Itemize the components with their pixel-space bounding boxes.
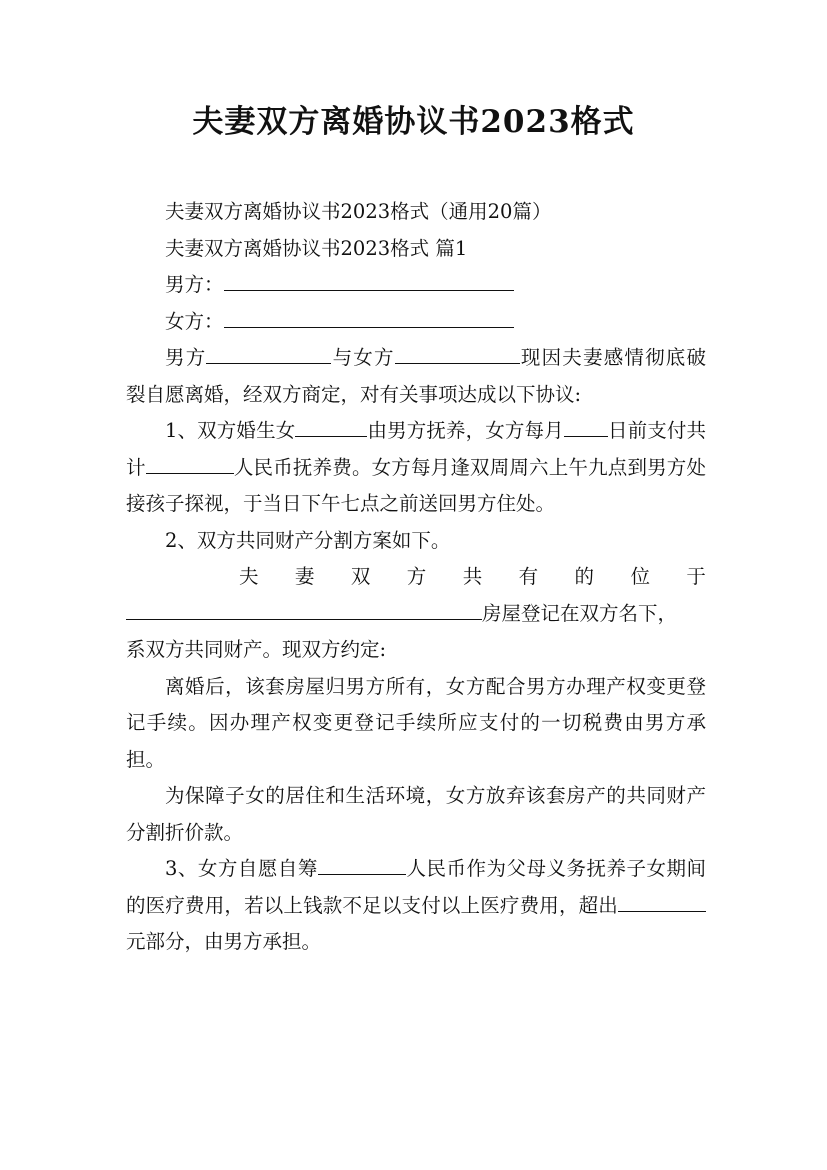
house-address-blank (126, 598, 482, 619)
female-name-blank (224, 306, 514, 327)
item1-text-c: 日前支付共计 (126, 419, 706, 479)
item1-text-b: 由男方抚养，女方每月 (367, 419, 564, 442)
house-address-line (126, 596, 706, 633)
medical-fund-blank (318, 854, 406, 875)
item1-paragraph (126, 413, 706, 523)
intro-female-blank (395, 343, 520, 364)
female-party-line (126, 304, 706, 341)
intro-female: 与女方 (331, 346, 395, 369)
item1-text-a: 1、双方婚生女 (165, 419, 296, 442)
spread-char: 方 (406, 565, 427, 588)
intro-reason: 现因夫妻感情彻底破裂自愿离婚，经双方商定，对有关事项达成以下协议: (126, 346, 706, 406)
male-label: 男方： (165, 273, 224, 296)
document-body (126, 194, 706, 961)
male-party-line (126, 267, 706, 304)
house-after-text: 房屋登记在双方名下， (482, 601, 678, 625)
item1-text-d: 人民币抚养费。女方每月逢双周周六上午九点到男方处接孩子探视，于当日下午七点之前送回男方住处。 (126, 455, 706, 515)
house-ownership-line: 系双方共同财产。现双方约定: (126, 638, 387, 661)
item3-text-b: 人民币作为父母义务抚养子女期间的医疗费用，若以上钱款不足以支付以上医疗费用，超出 (126, 857, 706, 917)
intro-paragraph (126, 340, 706, 413)
support-amount-blank (146, 452, 234, 473)
house-location-spread (126, 559, 706, 596)
male-name-blank (224, 270, 514, 291)
spread-char: 有 (518, 565, 539, 588)
document-title: 夫妻双方离婚协议书2023格式 (192, 104, 635, 140)
spread-char: 于 (686, 565, 706, 588)
spread-char: 共 (462, 565, 483, 588)
item3-text-c: 元部分，由男方承担。 (126, 930, 322, 953)
child-name-blank (295, 416, 367, 437)
item2-paragraph: 2、双方共同财产分割方案如下。 (165, 528, 451, 552)
item3-text-a: 3、女方自愿自筹 (165, 857, 318, 880)
spread-char: 双 (350, 565, 371, 588)
payment-day-blank (564, 416, 608, 437)
item3-paragraph (126, 851, 706, 961)
child-protection-paragraph: 为保障子女的居住和生活环境，女方放弃该套房产的共同财产分割折价款。 (126, 784, 706, 844)
excess-amount-blank (618, 890, 706, 911)
subtitle-line: 夫妻双方离婚协议书2023格式（通用20篇） (165, 200, 552, 223)
spread-char: 的 (574, 565, 595, 588)
spread-char: 妻 (294, 565, 315, 588)
section-heading: 夫妻双方离婚协议书2023格式 篇1 (165, 236, 468, 260)
intro-male: 男方 (165, 346, 207, 369)
spread-char: 位 (630, 565, 650, 588)
divorce-house-paragraph: 离婚后，该套房屋归男方所有，女方配合男方办理产权变更登记手续。因办理产权变更登记手续所应支付的一切税费由男方承担。 (126, 674, 706, 771)
spread-char: 夫 (239, 565, 259, 588)
intro-male-blank (206, 343, 331, 364)
female-label: 女方： (165, 309, 224, 333)
